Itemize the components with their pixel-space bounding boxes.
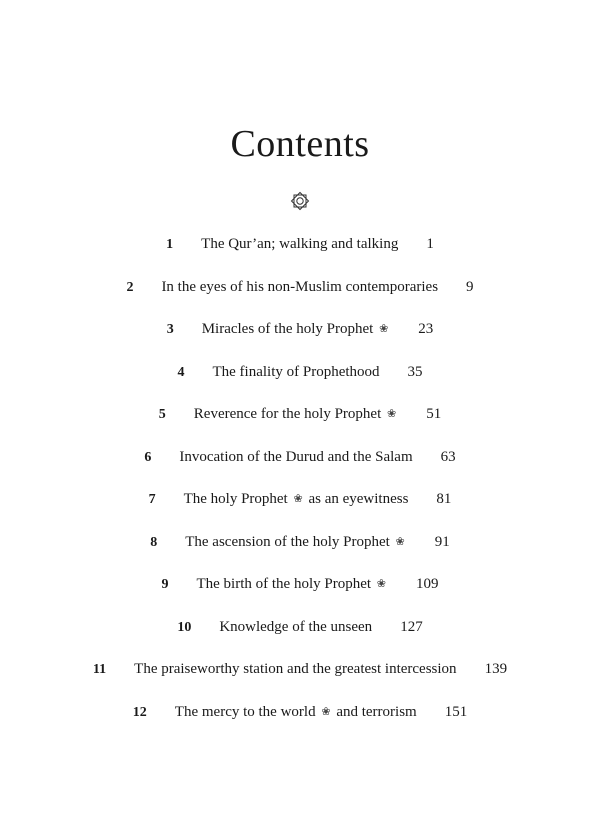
toc-chapter-number: 6	[144, 449, 152, 465]
pbuh-calligraphy-icon: ❀	[386, 408, 397, 420]
toc-page-number: 81	[436, 491, 452, 507]
toc-chapter-title	[134, 661, 456, 678]
toc-chapter-title	[179, 449, 412, 466]
toc-page-number: 109	[416, 576, 439, 592]
pbuh-calligraphy-icon: ❀	[379, 323, 389, 335]
toc-chapter-title	[184, 491, 409, 508]
page-title: Contents	[230, 123, 370, 165]
toc-chapter-title	[194, 406, 398, 423]
toc-page-number: 1	[426, 236, 434, 252]
toc-chapter-number: 10	[177, 619, 192, 635]
toc-entry	[0, 576, 600, 593]
toc-entry	[0, 364, 600, 381]
toc-page-number: 127	[400, 618, 423, 635]
toc-chapter-title	[196, 576, 388, 593]
toc-title-text: The finality of Prophethood	[212, 363, 380, 380]
toc-page-number: 51	[426, 406, 442, 422]
toc-page-number: 151	[444, 703, 468, 720]
toc-entry	[0, 449, 600, 466]
toc-title-text: The ascension of the holy Prophet	[185, 533, 390, 550]
toc-title-text: In the eyes of his non-Muslim contemporaries	[161, 278, 439, 295]
toc-title-text: Miracles of the holy Prophet	[201, 321, 374, 337]
toc-chapter-number: 4	[177, 364, 185, 380]
toc-title-text: The birth of the holy Prophet	[196, 576, 372, 592]
toc-entry	[0, 704, 600, 721]
toc-chapter-number: 9	[161, 577, 169, 592]
toc-chapter-title	[161, 279, 438, 296]
toc-chapter-number: 5	[158, 407, 166, 422]
toc-chapter-number: 11	[92, 662, 107, 677]
toc-chapter-title	[202, 321, 391, 338]
toc-entry	[0, 491, 600, 508]
toc-entry	[0, 406, 600, 423]
toc-page-number: 35	[407, 363, 423, 380]
toc-page-number: 91	[434, 533, 450, 550]
pbuh-calligraphy-icon: ❀	[321, 705, 331, 718]
toc-chapter-number: 8	[150, 534, 158, 550]
pbuh-calligraphy-icon: ❀	[376, 578, 387, 590]
toc-title-text: as an eyewitness	[308, 491, 409, 507]
toc-title-text: Invocation of the Durud and the Salam	[179, 448, 413, 465]
toc-title-text: Reverence for the holy Prophet	[193, 406, 382, 422]
toc-page-number: 9	[466, 278, 474, 295]
toc-chapter-title	[185, 534, 407, 551]
toc-title-text: The Qur’an; walking and talking	[201, 236, 399, 252]
toc-chapter-number: 12	[132, 704, 147, 720]
toc-title-text: The mercy to the world	[174, 703, 316, 720]
toc-entry	[0, 236, 600, 253]
toc-chapter-number: 3	[166, 322, 174, 337]
toc-page-number: 23	[418, 321, 434, 337]
toc-title-text: The praiseworthy station and the greatest intercession	[134, 661, 457, 677]
toc-chapter-title	[175, 704, 417, 721]
toc-chapter-title	[219, 619, 372, 636]
toc-entry	[0, 619, 600, 636]
toc-entry	[0, 534, 600, 551]
toc-page-number: 139	[484, 661, 508, 677]
toc-chapter-title	[212, 364, 379, 381]
toc-chapter-number: 2	[126, 279, 134, 295]
toc-page-number: 63	[440, 448, 456, 465]
toc-title-text: and terrorism	[336, 703, 417, 720]
star-octagram-icon	[289, 190, 311, 212]
toc-chapter-number: 7	[148, 492, 156, 507]
toc-chapter-title	[201, 236, 398, 253]
pbuh-calligraphy-icon: ❀	[293, 493, 303, 505]
toc-entry	[0, 279, 600, 296]
toc-title-text: Knowledge of the unseen	[219, 618, 373, 635]
toc-entry	[0, 661, 600, 678]
toc-entry	[0, 321, 600, 338]
toc-chapter-number: 1	[166, 237, 174, 252]
toc-title-text: The holy Prophet	[183, 491, 288, 507]
pbuh-calligraphy-icon: ❀	[395, 535, 405, 548]
